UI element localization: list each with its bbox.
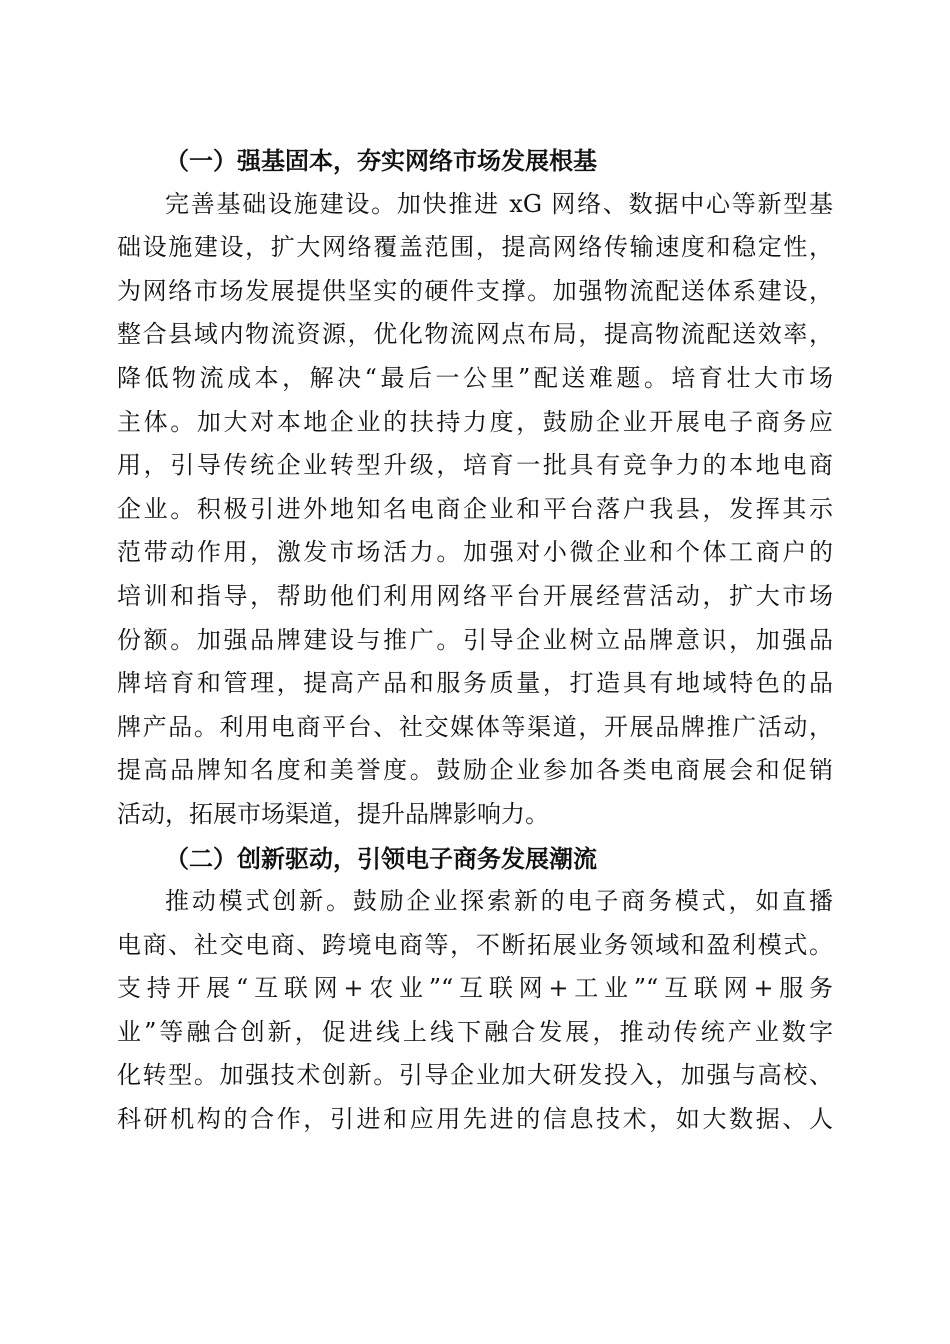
paragraph-line: 企业。积极引进外地知名电商企业和平台落户我县，发挥其示 [117,494,833,523]
section-heading-1: （一）强基固本，夯实网络市场发展根基 [165,146,597,175]
paragraph-line: 牌产品。利用电商平台、社交媒体等渠道，开展品牌推广活动， [117,712,833,741]
document-page [117,139,833,1142]
paragraph-line: 支持开展“互联网+农业”“互联网+工业”“互联网+服务 [117,974,833,1003]
section-heading-2: （二）创新驱动，引领电子商务发展潮流 [165,843,597,873]
paragraph-line: 为网络市场发展提供坚实的硬件支撑。加强物流配送体系建设， [117,276,833,305]
paragraph-line: 范带动作用，激发市场活力。加强对小微企业和个体工商户的 [117,538,833,567]
paragraph-line: 整合县域内物流资源，优化物流网点布局，提高物流配送效率， [117,320,833,349]
paragraph-line: 活动，拓展市场渠道，提升品牌影响力。 [117,799,549,828]
paragraph-line: 业”等融合创新，促进线上线下融合发展，推动传统产业数字 [117,1017,833,1046]
paragraph-line: 完善基础设施建设。加快推进 xG 网络、数据中心等新型基 [165,189,833,218]
paragraph-line: 降低物流成本，解决“最后一公里”配送难题。培育壮大市场 [117,363,833,392]
paragraph-line: 用，引导传统企业转型升级，培育一批具有竞争力的本地电商 [117,451,833,480]
paragraph-line: 提高品牌知名度和美誉度。鼓励企业参加各类电商展会和促销 [117,756,833,785]
paragraph-line: 础设施建设，扩大网络覆盖范围，提高网络传输速度和稳定性， [117,233,833,262]
paragraph-line: 份额。加强品牌建设与推广。引导企业树立品牌意识，加强品 [117,625,833,654]
paragraph-line: 培训和指导，帮助他们利用网络平台开展经营活动，扩大市场 [117,581,833,610]
paragraph-line: 电商、社交电商、跨境电商等，不断拓展业务领域和盈利模式。 [117,930,833,959]
paragraph-line: 主体。加大对本地企业的扶持力度，鼓励企业开展电子商务应 [117,407,833,436]
paragraph-line: 科研机构的合作，引进和应用先进的信息技术，如大数据、人 [117,1105,833,1134]
paragraph-line: 化转型。加强技术创新。引导企业加大研发投入，加强与高校、 [117,1061,833,1090]
paragraph-line: 牌培育和管理，提高产品和服务质量，打造具有地域特色的品 [117,669,833,698]
paragraph-line: 推动模式创新。鼓励企业探索新的电子商务模式，如直播 [165,887,833,916]
